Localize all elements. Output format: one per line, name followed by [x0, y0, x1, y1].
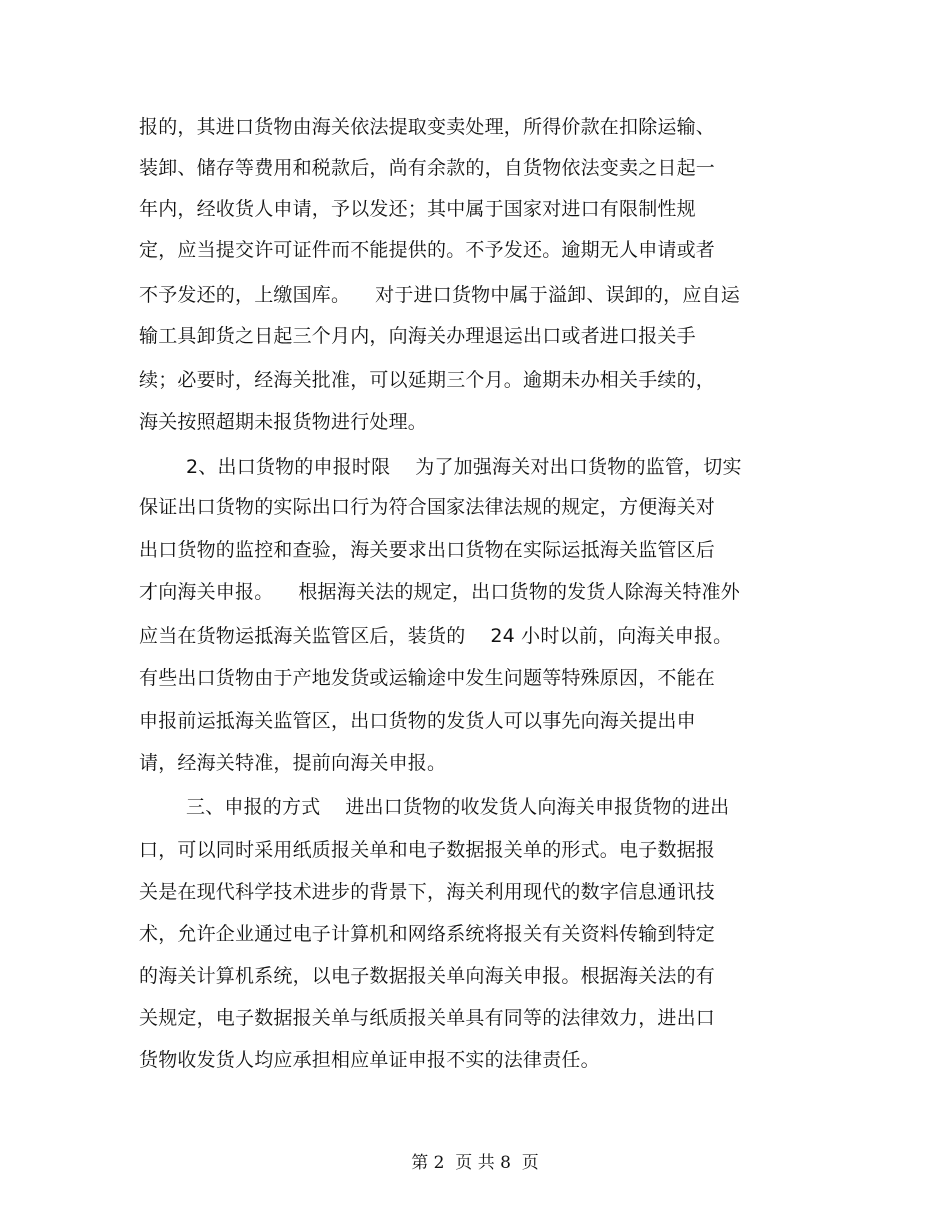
page-number-footer: 第 2 页 共 8 页: [411, 1153, 539, 1173]
paragraph-2-line-8: 请，经海关特准，提前向海关申报。: [139, 752, 447, 774]
paragraph-1-line-5: 不予发还的，上缴国库。 对于进口货物中属于溢卸、误卸的，应自运: [139, 284, 740, 306]
paragraph-2-line-3: 出口货物的监控和查验，海关要求出口货物在实际运抵海关监管区后: [139, 539, 716, 561]
paragraph-2-line-7: 申报前运抵海关监管区，出口货物的发货人可以事先向海关提出申: [139, 710, 696, 732]
paragraph-1-line-6: 输工具卸货之日起三个月内，向海关办理退运出口或者进口报关手: [139, 325, 696, 347]
paragraph-2-line-4: 才向海关申报。 根据海关法的规定，出口货物的发货人除海关特准外: [139, 581, 740, 603]
paragraph-1-line-4: 定，应当提交许可证件而不能提供的。不予发还。逾期无人申请或者: [139, 239, 716, 261]
paragraph-3-line-2: 口，可以同时采用纸质报关单和电子数据报关单的形式。电子数据报: [139, 839, 716, 861]
paragraph-1-line-2: 装卸、储存等费用和税款后，尚有余款的，自货物依法变卖之日起一: [139, 157, 716, 179]
paragraph-2-line-2: 保证出口货物的实际出口行为符合国家法律法规的规定，方便海关对: [139, 496, 716, 518]
paragraph-3-line-7: 货物收发货人均应承担相应单证申报不实的法律责任。: [139, 1049, 600, 1071]
paragraph-3-line-6: 关规定，电子数据报关单与纸质报关单具有同等的法律效力，进出口: [139, 1007, 716, 1029]
paragraph-1-line-7: 续；必要时，经海关批准，可以延期三个月。逾期未办相关手续的，: [139, 369, 716, 391]
paragraph-3-line-4: 术，允许企业通过电子计算机和网络系统将报关有关资料传输到特定: [139, 923, 716, 945]
paragraph-3-line-1: 三、申报的方式 进出口货物的收发货人向海关申报货物的进出: [186, 796, 730, 818]
paragraph-1-line-1: 报的，其进口货物由海关依法提取变卖处理，所得价款在扣除运输、: [139, 116, 716, 138]
paragraph-2-line-6: 有些出口货物由于产地发货或运输途中发生问题等特殊原因，不能在: [139, 667, 716, 689]
paragraph-1-line-3: 年内，经收货人申请，予以发还；其中属于国家对进口有限制性规: [139, 198, 696, 220]
paragraph-2-line-1: 2、出口货物的申报时限 为了加强海关对出口货物的监管，切实: [186, 456, 742, 478]
paragraph-3-line-3: 关是在现代科学技术进步的背景下，海关利用现代的数字信息通讯技: [139, 881, 716, 903]
paragraph-1-line-8: 海关按照超期未报货物进行处理。: [139, 411, 428, 433]
paragraph-3-line-5: 的海关计算机系统，以电子数据报关单向海关申报。根据海关法的有: [139, 965, 716, 987]
paragraph-2-line-5: 应当在货物运抵海关监管区后，装货的 24 小时以前，向海关申报。: [139, 625, 733, 647]
